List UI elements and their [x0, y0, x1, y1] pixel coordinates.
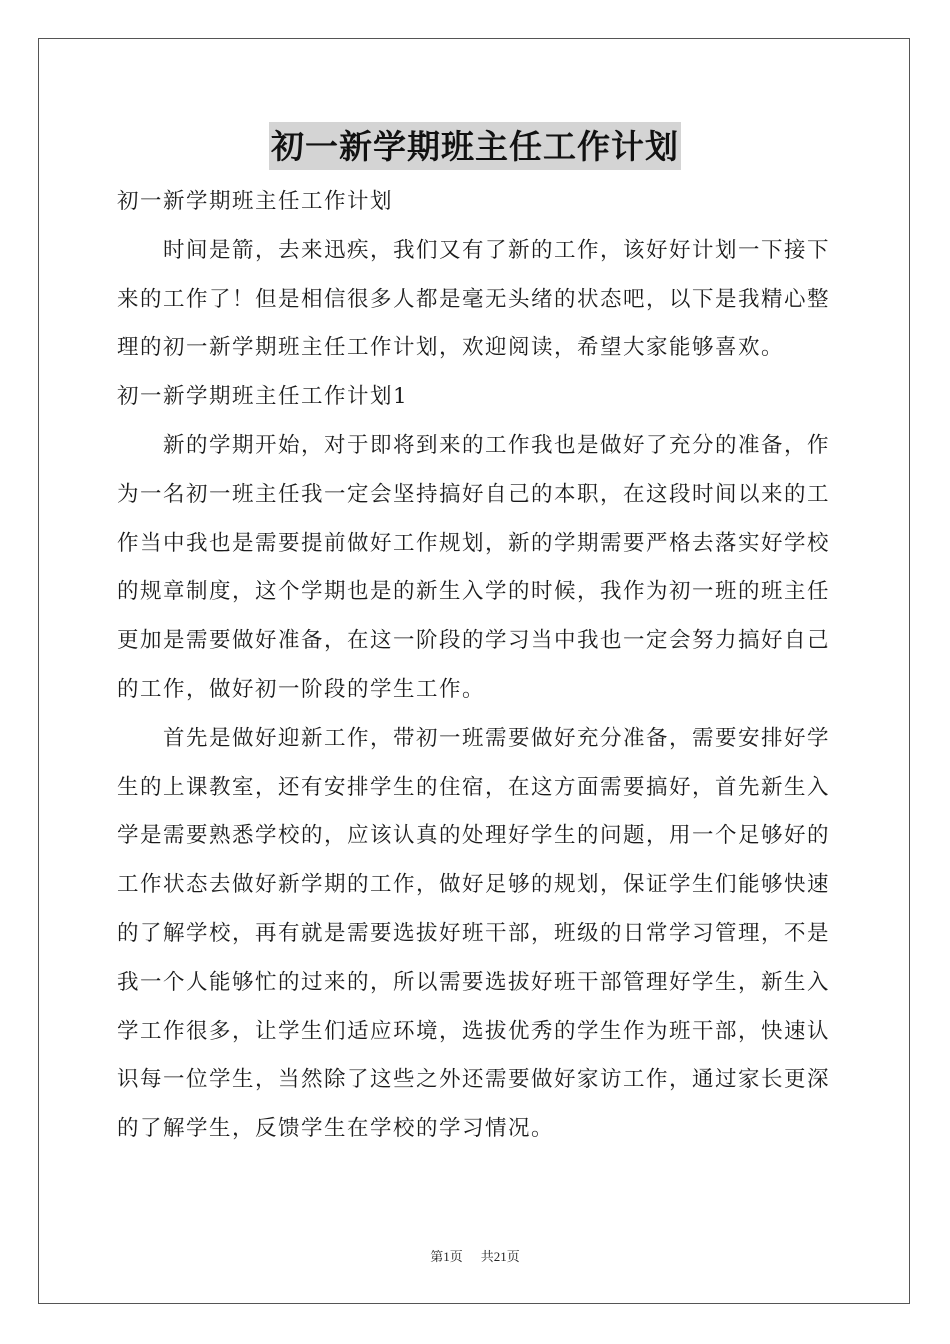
- paragraph: 时间是箭，去来迅疾，我们又有了新的工作，该好好计划一下接下来的工作了！但是相信很多人都是毫无头绪的状态吧，以下是我精心整理的初一新学期班主任工作计划，欢迎阅读，希望大家能够喜欢。: [117, 237, 831, 361]
- paragraph: 新的学期开始，对于即将到来的工作我也是做好了充分的准备，作为一名初一班主任我一定会坚持搞好自己的本职，在这段时间以来的工作当中我也是需要提前做好工作规划，新的学期需要严格去落实好学校的规章制度，这个学期也是的新生入学的时候，我作为初一班的班主任更加是需要做好准备，在这一阶段的学习当中我也一定会努力搞好自己的工作，做好初一阶段的学生工作。: [117, 432, 831, 702]
- page-number: 第1页: [430, 1249, 463, 1264]
- page-total: 共21页: [480, 1249, 520, 1264]
- document-body: [117, 178, 843, 1154]
- section-heading: 初一新学期班主任工作计划1: [117, 384, 409, 410]
- title-container: [0, 122, 950, 170]
- page-footer: [0, 1246, 950, 1265]
- document-title: 初一新学期班主任工作计划: [269, 122, 681, 170]
- paragraph: 首先是做好迎新工作，带初一班需要做好充分准备，需要安排好学生的上课教室，还有安排学生的住宿，在这方面需要搞好，首先新生入学是需要熟悉学校的，应该认真的处理好学生的问题，用一个足够好的工作状态去做好新学期的工作，做好足够的规划，保证学生们能够快速的了解学校，再有就是需要选拔好班干部，班级的日常学习管理，不是我一个人能够忙的过来的，所以需要选拔好班干部管理好学生，新生入学工作很多，让学生们适应环境，选拔优秀的学生作为班干部，快速认识每一位学生，当然除了这些之外还需要做好家访工作，通过家长更深的了解学生，反馈学生在学校的学习情况。: [117, 725, 831, 1142]
- paragraph: 初一新学期班主任工作计划: [117, 189, 394, 214]
